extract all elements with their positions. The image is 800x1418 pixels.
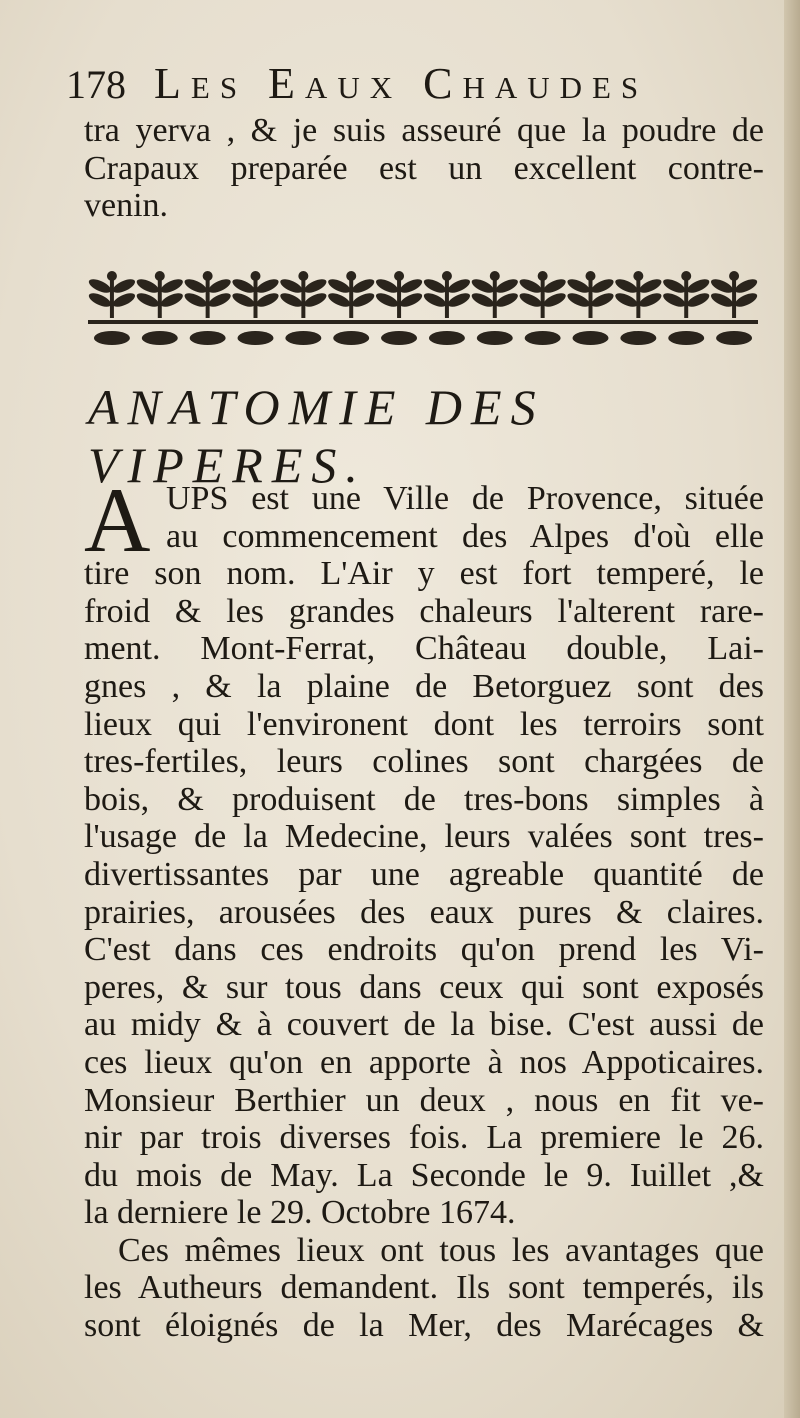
text-line: lieux qui l'environent dont les terroirs sont: [84, 705, 764, 743]
vine-icon: [142, 331, 178, 345]
text-line: au commencement des Alpes d'où elle: [166, 517, 764, 555]
text-line: nir par trois diverses fois. La premiere le 26.: [84, 1119, 764, 1157]
text-line: peres, & sur tous dans ceux qui sont exposés: [84, 968, 764, 1006]
text-line: sont éloignés de la Mer, des Marécages &: [84, 1307, 764, 1345]
running-title: Les Eaux Chaudes: [154, 59, 649, 108]
text-line: tire son nom. L'Air y est fort temperé, le: [84, 555, 764, 593]
fleuron-icon: [661, 271, 711, 318]
fleuron-icon: [183, 271, 233, 318]
text-line: ces lieux qu'on en apporte à nos Appoticaires.: [84, 1043, 764, 1081]
page-edge: [784, 0, 800, 1418]
section-paragraph: [84, 469, 764, 1345]
vine-icon: [716, 331, 752, 345]
fleuron-icon: [88, 271, 137, 318]
fleuron-icon: [518, 271, 568, 318]
fleuron-icon: [613, 271, 663, 318]
text-line: venin.: [84, 187, 169, 225]
text-line: la derniere le 29. Octobre 1674.: [84, 1194, 516, 1232]
text-line: tres-fertiles, leurs colines sont chargées de: [84, 743, 764, 781]
text-line: du mois de May. La Seconde le 9. Iuillet ,&: [84, 1156, 764, 1194]
vine-icon: [190, 331, 226, 345]
text-line: ment. Mont-Ferrat, Château double, Lai-: [84, 630, 764, 668]
vine-row: [94, 331, 752, 345]
text-line: bois, & produisent de tres-bons simples à: [84, 780, 764, 818]
vine-icon: [381, 331, 417, 345]
page-header: [66, 58, 756, 116]
drop-cap: A: [84, 469, 151, 571]
continued-paragraph: [84, 112, 764, 225]
text-line: l'usage de la Medecine, leurs valées sont tres-: [84, 818, 764, 856]
vine-icon: [668, 331, 704, 345]
vine-icon: [573, 331, 609, 345]
fleuron-icon: [566, 271, 616, 318]
text-line: au midy & à couvert de la bise. C'est aussi de: [84, 1006, 764, 1044]
vine-icon: [333, 331, 369, 345]
vine-icon: [285, 331, 321, 345]
ornament-band: [88, 268, 758, 354]
fleuron-icon: [374, 271, 424, 318]
vine-icon: [429, 331, 465, 345]
text-line: prairies, arousées des eaux pures & claires.: [84, 893, 764, 931]
text-line: Monsieur Berthier un deux , nous en fit ve-: [84, 1081, 764, 1119]
text-line: UPS est une Ville de Provence, située: [166, 480, 764, 517]
text-line: Ces mêmes lieux ont tous les avantages que: [118, 1231, 764, 1269]
fleuron-icon: [278, 271, 328, 318]
text-line: divertissantes par une agreable quantité de: [84, 855, 764, 893]
vine-icon: [477, 331, 513, 345]
fleuron-icon: [422, 271, 472, 318]
vine-icon: [620, 331, 656, 345]
text-line: tra yerva , & je suis asseuré que la poudre de: [84, 112, 764, 149]
fleuron-icon: [470, 271, 520, 318]
fleuron-icon: [135, 271, 185, 318]
fleuron-icon: [231, 271, 281, 318]
fleuron-row: [88, 271, 758, 318]
text-line: froid & les grandes chaleurs l'alterent rare-: [84, 592, 764, 630]
vine-icon: [238, 331, 274, 345]
fleuron-icon: [326, 271, 376, 318]
text-line: C'est dans ces endroits qu'on prend les Vi-: [84, 931, 764, 969]
vine-icon: [525, 331, 561, 345]
page-number: 178: [66, 62, 126, 107]
vine-icon: [94, 331, 130, 345]
text-line: Crapaux preparée est un excellent contre-: [84, 149, 764, 187]
section-title: ANATOMIE DES VIPERES.: [88, 379, 545, 493]
text-line: gnes , & la plaine de Betorguez sont des: [84, 667, 764, 705]
text-line: les Autheurs demandent. Ils sont temperés, ils: [84, 1269, 764, 1307]
fleuron-icon: [709, 271, 758, 318]
